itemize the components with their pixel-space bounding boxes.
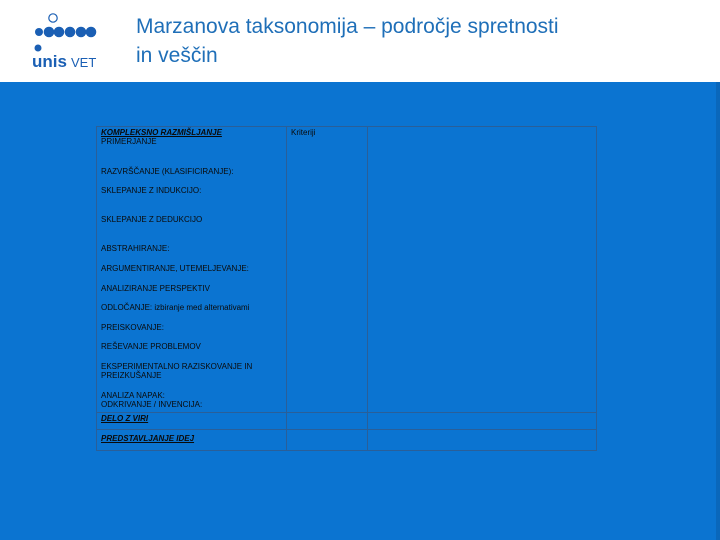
row-delo-z-viri: DELO Z VIRI bbox=[101, 414, 149, 423]
skill-item: ANALIZIRANJE PERSPEKTIV bbox=[101, 284, 210, 293]
empty-cell bbox=[368, 413, 597, 430]
skill-item: RAZVRŠČANJE (KLASIFICIRANJE): bbox=[101, 167, 234, 176]
row-predstavljanje-idej: PREDSTAVLJANJE IDEJ bbox=[101, 434, 195, 443]
skill-item: REŠEVANJE PROBLEMOV bbox=[101, 342, 201, 351]
skill-item: ABSTRAHIRANJE: bbox=[101, 244, 170, 253]
table-row bbox=[97, 127, 597, 413]
taxonomy-table bbox=[96, 126, 597, 451]
delo-cell bbox=[97, 413, 287, 430]
skill-item: PREISKOVANJE: bbox=[101, 323, 164, 332]
empty-cell bbox=[368, 127, 597, 413]
empty-cell bbox=[368, 430, 597, 451]
slide-header bbox=[0, 0, 720, 82]
logo-text-vet: VET bbox=[71, 55, 97, 70]
skill-item: ODKRIVANJE / INVENCIJA: bbox=[101, 400, 203, 409]
skill-item: SKLEPANJE Z DEDUKCIJO bbox=[101, 215, 203, 224]
unisvet-logo bbox=[28, 10, 108, 74]
predstavljanje-cell bbox=[97, 430, 287, 451]
table-row bbox=[97, 413, 597, 430]
slide-title bbox=[136, 12, 696, 70]
empty-cell bbox=[287, 430, 368, 451]
skill-item: EKSPERIMENTALNO RAZISKOVANJE IN PREIZKUŠANJE bbox=[101, 362, 253, 380]
slide-title-line2: in veščin bbox=[136, 44, 218, 67]
criteria-header: Kriteriji bbox=[291, 128, 316, 137]
skill-item: ODLOČANJE: izbiranje med alternativami bbox=[101, 303, 250, 312]
skills-cell bbox=[97, 127, 287, 413]
criteria-cell bbox=[287, 127, 368, 413]
skill-primerjanje: PRIMERJANJE bbox=[101, 137, 157, 146]
empty-cell bbox=[287, 413, 368, 430]
slide-title-line1: Marzanova taksonomija – področje spretnosti bbox=[136, 15, 559, 38]
skill-item: ARGUMENTIRANJE, UTEMELJEVANJE: bbox=[101, 264, 249, 273]
logo-text-unis: unis bbox=[32, 52, 67, 71]
header-complex-thinking: KOMPLEKSNO RAZMIŠLJANJE bbox=[101, 128, 222, 137]
table-row bbox=[97, 430, 597, 451]
skill-item: SKLEPANJE Z INDUKCIJO: bbox=[101, 186, 202, 195]
skill-item: ANALIZA NAPAK: bbox=[101, 391, 165, 400]
